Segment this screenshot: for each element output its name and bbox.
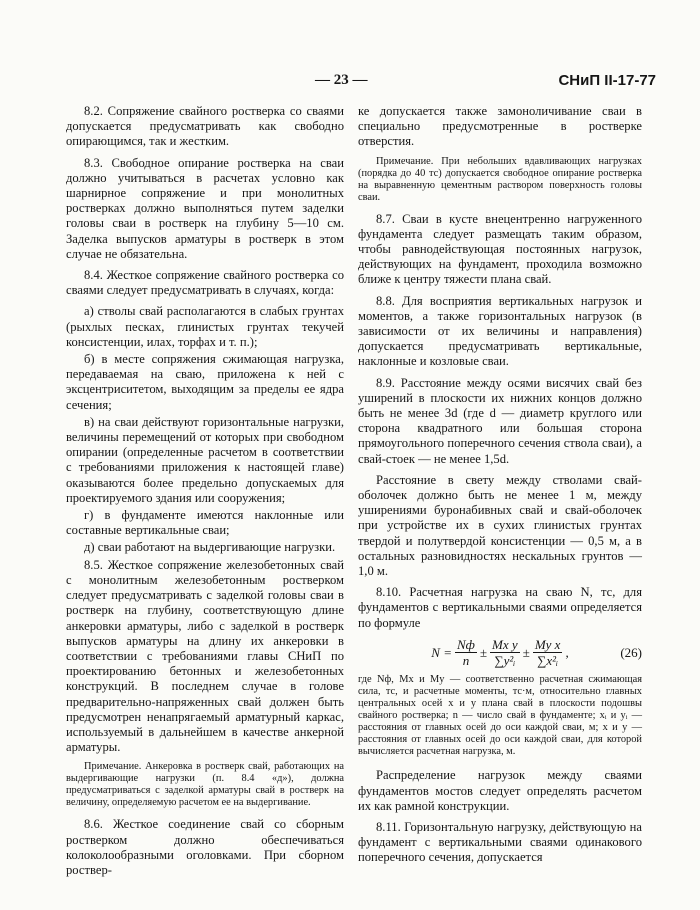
paragraph: 8.7. Сваи в кусте внецентренно нагруженного фундамента следует размещать таким образом, чтобы равнодействующая постоянных нагрузок, действующих на фундамент, проходила возможно ближе к центру тяжести плана свай.: [358, 211, 642, 287]
formula-operator-1: ±: [479, 644, 488, 660]
right-column-bottom: [358, 768, 642, 865]
formula-term-3: [533, 637, 563, 668]
list-item: г) в фундаменте имеются наклонные или составные вертикальные сваи;: [66, 508, 344, 538]
list-item: а) стволы свай располагаются в слабых грунтах (рыхлых песках, глинистых грунтах текучей консистенции, илах, торфах и т. п.);: [66, 304, 344, 349]
list-item: в) на сваи действуют горизонтальные нагрузки, величины перемещений от которых при свободном опирании (определенные расчетом в соответствии с требованиями приложения к настоящей главе) оказываются более предельно допускаемых для проектируемого здания или сооружения;: [66, 414, 344, 505]
list-item: б) в месте сопряжения сжимающая нагрузка, передаваемая на сваю, приложена к ней с эксцентриситетом, выходящим за пределы ее ядра сечения;: [66, 352, 344, 412]
formula-term-2-numerator: Mx y: [492, 636, 518, 652]
formula-lhs: N =: [431, 644, 452, 660]
paragraph: 8.6. Жесткое соединение свай со сборным ростверком должно обеспечиваться колоколообразными оголовками. При сборном роствер-: [66, 817, 344, 877]
formula-operator-2: ±: [522, 644, 530, 660]
paragraph: 8.5. Жесткое сопряжение железобетонных свай с монолитным железобетонным ростверком следует предусматривать с заделкой головы сваи в ростверк на глубину, соответствующую длине анкеровки арматуры, либо с заделкой в ростверк выпусков арматуры на длину их анкеровки в соответствии с требованиями главы СНиП по проектированию бетонных и железобетонных конструкций. В последнем случае в голове предварительно-напряженных свай должен быть предусмотрен ненапрягаемый арматурный каркас, используемый в дальнейшем в качестве анкерной арматуры.: [66, 557, 344, 755]
formula-tail: ,: [565, 644, 569, 660]
paragraph: ке допускается также замоноличивание сваи в специально предусмотренные в ростверке отверстия.: [358, 104, 642, 149]
formula-legend: где Nф, Mx и My — соответственно расчетная сжимающая сила, тс, и расчетные моменты, тс·м, относительно главных центральных осей x и y плана свай в плоскости подошвы свайного ростверка; n — число свай в фундаменте; xᵢ и yᵢ — расстояния от главных осей до оси каждой сваи, м; x и y — расстояния от главных осей до оси каждой сваи, для которой вычисляется расчетная нагрузка, м.: [358, 674, 642, 758]
formula-term-2: [490, 637, 520, 668]
formula-term-1: [455, 637, 477, 668]
page-number: — 23 —: [315, 72, 368, 88]
paragraph: 8.4. Жесткое сопряжение свайного ростверка со сваями следует предусматривать в случаях, когда:: [66, 268, 344, 298]
formula-26: [358, 637, 642, 668]
paragraph: 8.8. Для восприятия вертикальных нагрузок и моментов, а также горизонтальных нагрузок (в зависимости от их величины и направления) допускается предусматривать вертикальные, наклонные и козловые сваи.: [358, 293, 642, 369]
formula-term-1-numerator: Nф: [457, 636, 475, 652]
paragraph: 8.11. Горизонтальную нагрузку, действующую на фундамент с вертикальными сваями одинакового поперечного сечения, допускается: [358, 819, 642, 865]
document-code: СНиП II-17-77: [558, 72, 656, 89]
page-header: [0, 72, 700, 94]
note-paragraph: Примечание. При небольших вдавливающих нагрузках (порядка до 40 тс) допускается свободное опирание ростверка на выравненную цементным раствором поверхность головы сваи.: [358, 155, 642, 203]
formula-term-2-denominator: ∑y²ᵢ: [494, 653, 516, 669]
formula-term-3-denominator: ∑x²ᵢ: [537, 653, 559, 669]
left-column: [66, 104, 344, 884]
paragraph: 8.10. Расчетная нагрузка на сваю N, тс, для фундаментов с вертикальными сваями определяется по формуле: [358, 585, 642, 630]
note-paragraph: Примечание. Анкеровка в ростверк свай, работающих на выдергивающие нагрузки (п. 8.4 «д»), должна предусматриваться с заделкой арматуры свай в ростверк на величину, определяемую расчетом ее на выдергивание.: [66, 761, 344, 809]
formula-term-1-denominator: n: [462, 653, 470, 669]
right-column-top: [358, 104, 642, 631]
formula-number: (26): [620, 644, 642, 660]
paragraph: 8.3. Свободное опирание ростверка на сваи должно учитываться в расчетах условно как шарнирное сопряжение и при монолитных ростверках должно выполняться путем заделки головы сваи в ростверк на глубину 5—10 см. Заделка выпусков арматуры в ростверк в этом случае не обязательна.: [66, 155, 344, 261]
paragraph: 8.2. Сопряжение свайного ростверка со сваями допускается предусматривать как свободно опирающимся, так и жестким.: [66, 104, 344, 149]
paragraph: Распределение нагрузок между сваями фундаментов мостов следует определять расчетом их как рамной конструкции.: [358, 768, 642, 813]
paragraph: 8.9. Расстояние между осями висячих свай без уширений в плоскости их нижних концов должно быть не менее 3d (где d — диаметр круглого или сторона квадратного или большая сторона прямоугольного поперечного сечения ствола сваи), а свай-стоек — не менее 1,5d.: [358, 375, 642, 466]
formula-term-3-numerator: My x: [534, 636, 561, 652]
paragraph: Расстояние в свету между стволами свай-оболочек должно быть не менее 1 м, между уширениями буронабивных свай и свай-оболочек при устройстве их в сухих глинистых грунтах твердой и полутвердой консистенции — 0,5 м, а в остальных разновидностях нескальных грунтов — 1,0 м.: [358, 472, 642, 579]
list-item: д) сваи работают на выдергивающие нагрузки.: [84, 540, 336, 555]
right-column: [358, 104, 642, 872]
